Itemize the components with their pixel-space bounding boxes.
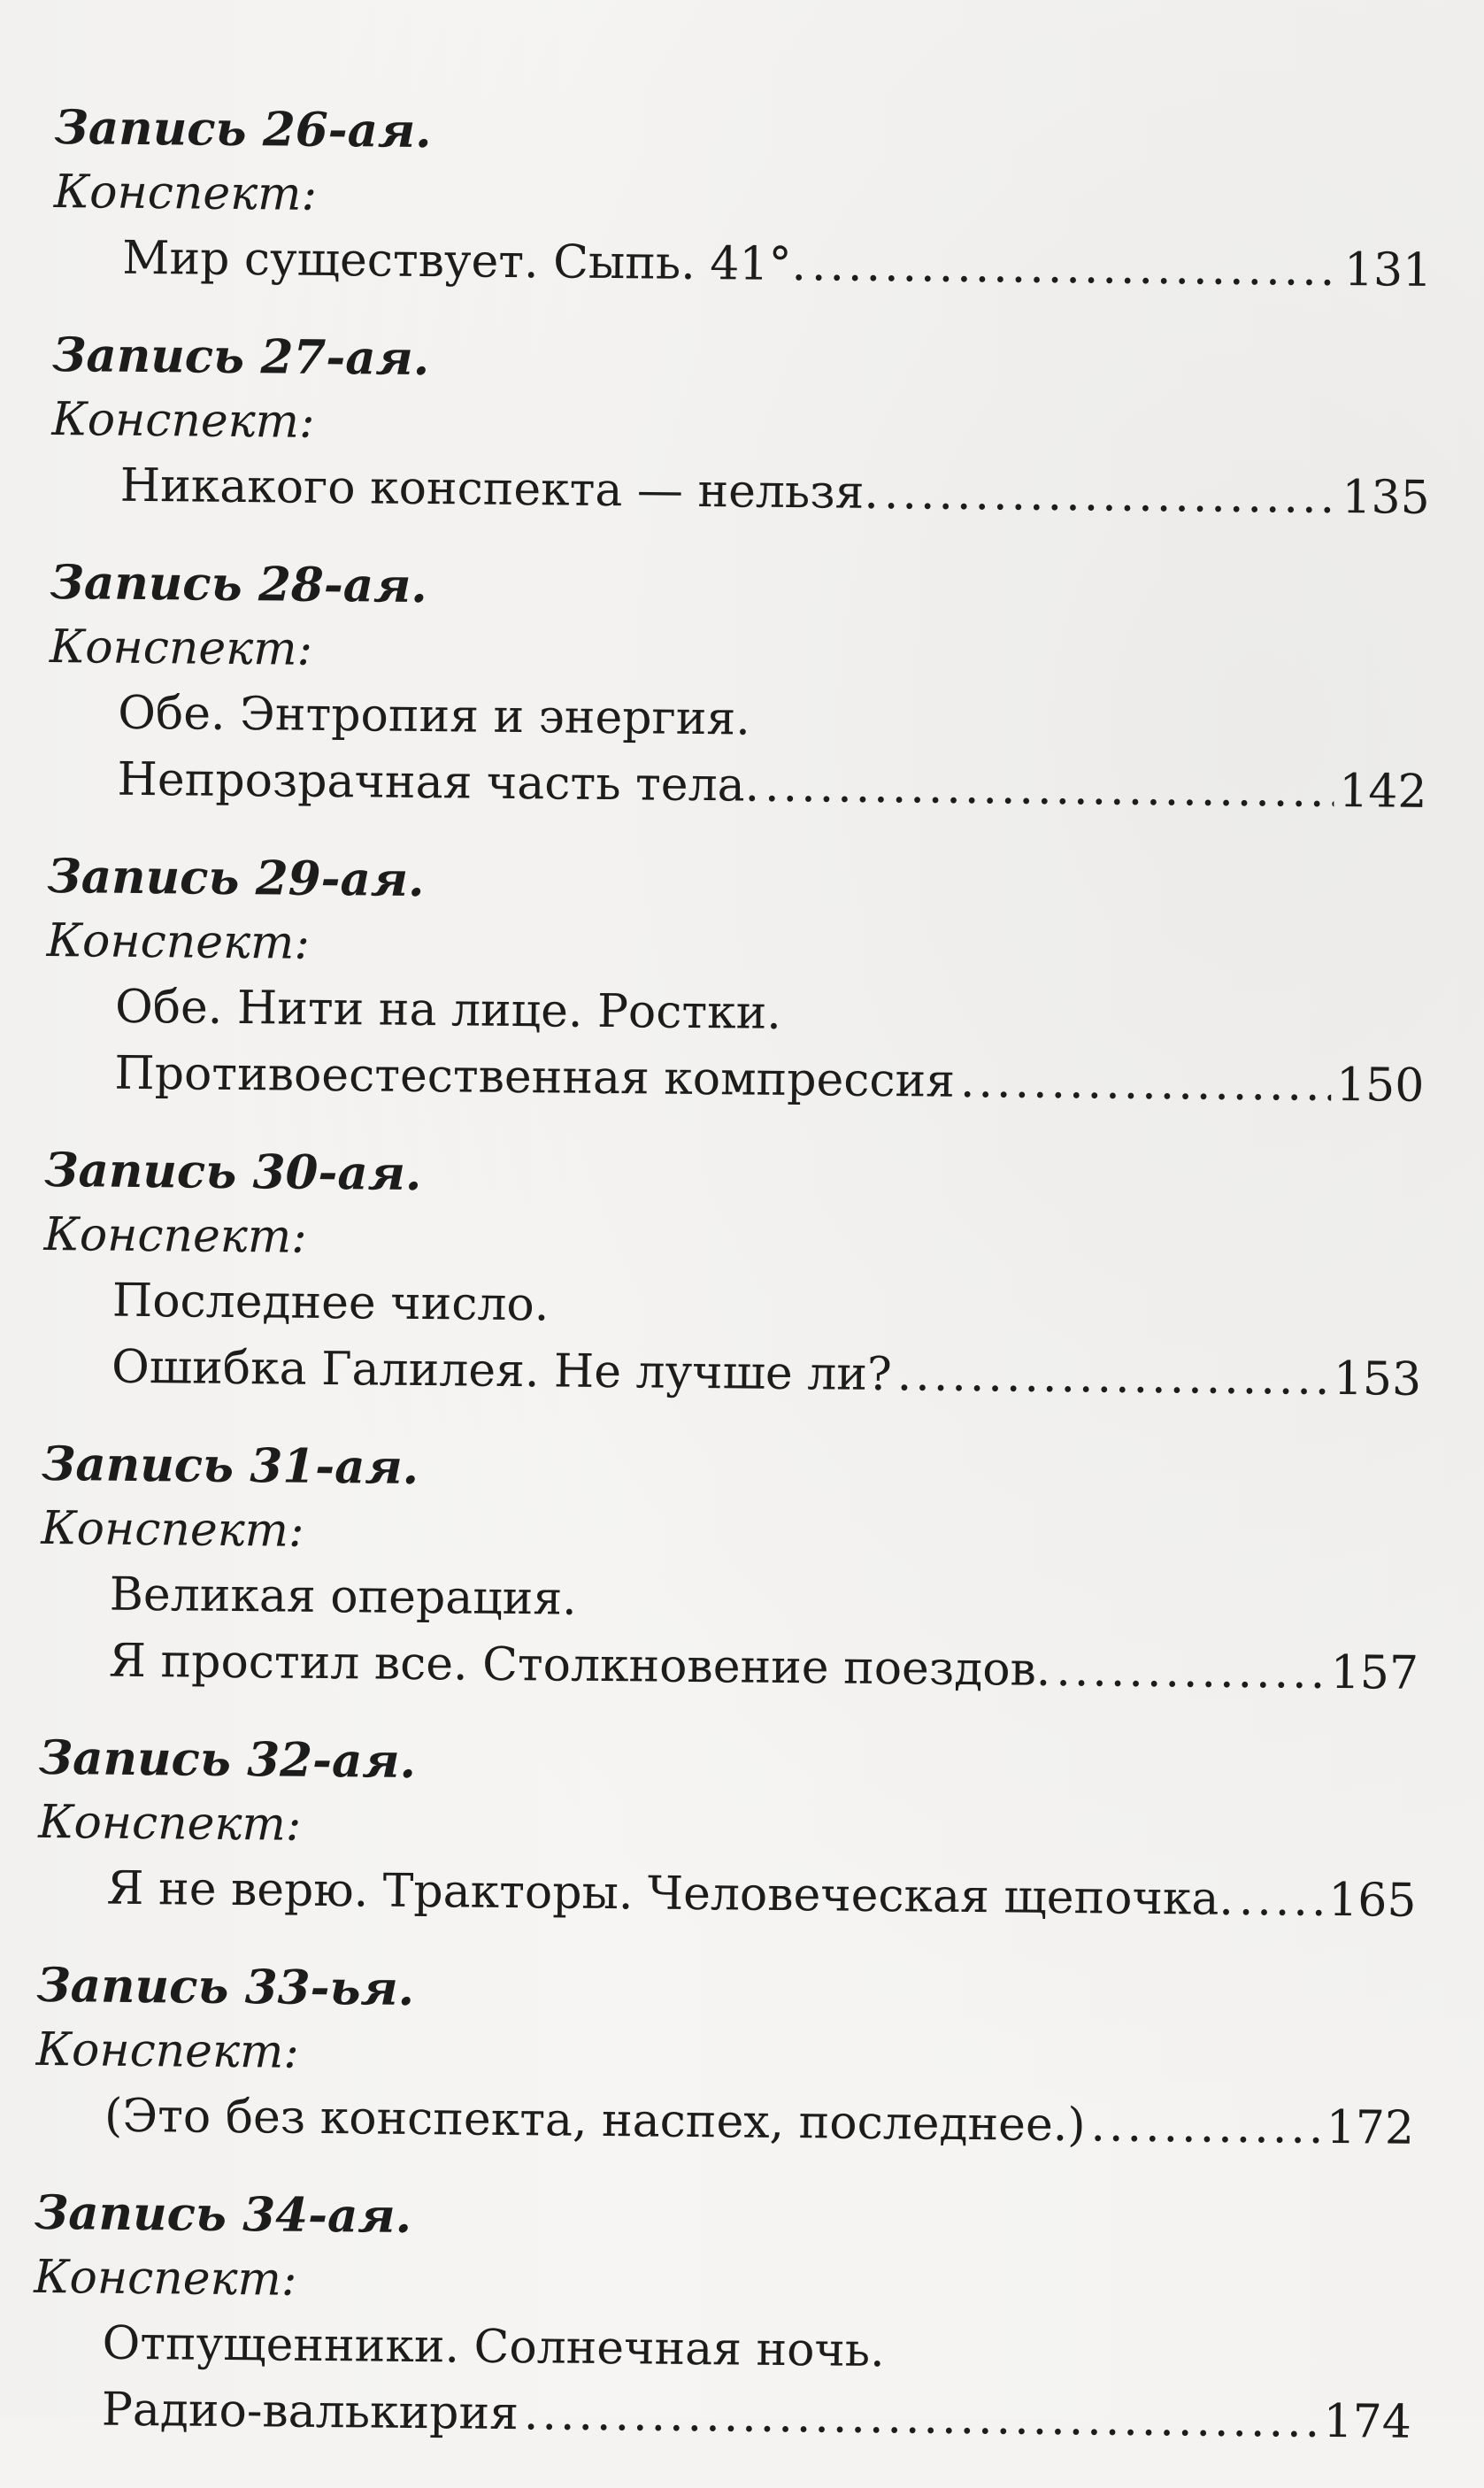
toc-line [115,974,1426,1053]
page-number: 157 [1330,1645,1419,1700]
dot-leader [896,1342,1328,1413]
toc-entry [42,1138,1426,1413]
entry-title: Запись 29-ая. [47,848,425,908]
entry-title: Запись 33-ья. [36,1957,415,2016]
entry-title: Запись 31-ая. [41,1436,419,1496]
dot-leader [960,1049,1332,1119]
toc-line-text: Обе. Энтропия и энергия. [118,686,751,746]
toc-line-text: Обе. Нити на лице. Ростки. [114,980,782,1040]
page-number: 131 [1343,243,1433,297]
toc-entry [35,1953,1418,2162]
toc-line [102,2311,1412,2390]
toc-line [109,1562,1419,1641]
toc-entry [33,2181,1416,2456]
dot-leader [765,753,1334,825]
entry-subtitle: Конспект: [35,2022,300,2079]
toc-line-text: Мир существует. Сыпь. 41°. [121,231,807,292]
toc-line [109,1629,1419,1707]
dot-leader [884,460,1337,531]
page-number: 150 [1335,1058,1425,1113]
toc-entry [40,1432,1423,1707]
toc-entry [37,1726,1419,1935]
page-number: 135 [1342,470,1430,525]
toc-entry [48,551,1431,826]
toc-line-text: Никакого конспекта — нельзя. [119,458,880,520]
entry-title: Запись 27-ая. [51,327,430,387]
entry-title: Запись 32-ая. [38,1729,417,1790]
toc-line-text: Радио-валькирия [101,2383,519,2441]
entry-title: Запись 26-ая. [54,99,432,159]
toc-line-text: Последнее число. [111,1274,550,1332]
entry-subtitle: Конспект: [37,1795,302,1852]
entry-subtitle: Конспект: [53,165,318,221]
toc-line-text: Отпущенники. Солнечная ночь. [102,2316,885,2378]
toc-line-text: Великая операция. [109,1568,577,1626]
toc-line [118,681,1428,759]
dot-leader [811,232,1340,304]
toc-line [119,453,1430,532]
dot-leader [524,2381,1319,2455]
page-number: 153 [1333,1352,1422,1406]
toc-entry [45,844,1428,1120]
page-number: 174 [1323,2394,1412,2449]
toc-line-text: (Это без конспекта, наспех, последнее.) [104,2089,1086,2153]
dot-leader [1056,1637,1326,1706]
page-number: 165 [1327,1873,1417,1928]
toc-line [111,1335,1422,1413]
dot-leader [1090,2092,1321,2161]
entry-subtitle: Конспект: [51,392,315,449]
toc-line-text: Противоестественная компрессия [114,1046,956,1108]
toc-entry [50,323,1433,532]
toc-line-text: Непрозрачная часть тела. [117,752,760,813]
toc-line [104,2084,1415,2162]
toc-entry [53,96,1435,304]
page-number: 142 [1338,764,1427,819]
entry-title: Запись 30-ая. [44,1142,422,1202]
entry-subtitle: Конспект: [49,620,313,676]
toc-line-text: Я простил все. Столкновение поездов. [108,1634,1051,1697]
toc-line [117,747,1427,826]
page-number: 172 [1326,2100,1415,2155]
entry-subtitle: Конспект: [43,1207,307,1264]
toc-line-text: Я не верю. Тракторы. Человеческая щепочка. [106,1861,1234,1926]
toc-line [114,1041,1425,1120]
entry-subtitle: Конспект: [34,2250,297,2307]
entry-subtitle: Конспект: [41,1501,304,1558]
entry-title: Запись 34-ая. [34,2184,412,2244]
toc-line [112,1268,1423,1347]
toc-line [102,2377,1412,2456]
entry-subtitle: Конспект: [46,913,311,970]
table-of-contents [32,96,1435,2488]
toc-line-text: Ошибка Галилея. Не лучше ли? [111,1340,893,1402]
dot-leader [1239,1867,1324,1934]
toc-line [106,1856,1417,1935]
toc-line [122,226,1433,304]
entry-title: Запись 28-ая. [50,554,428,614]
